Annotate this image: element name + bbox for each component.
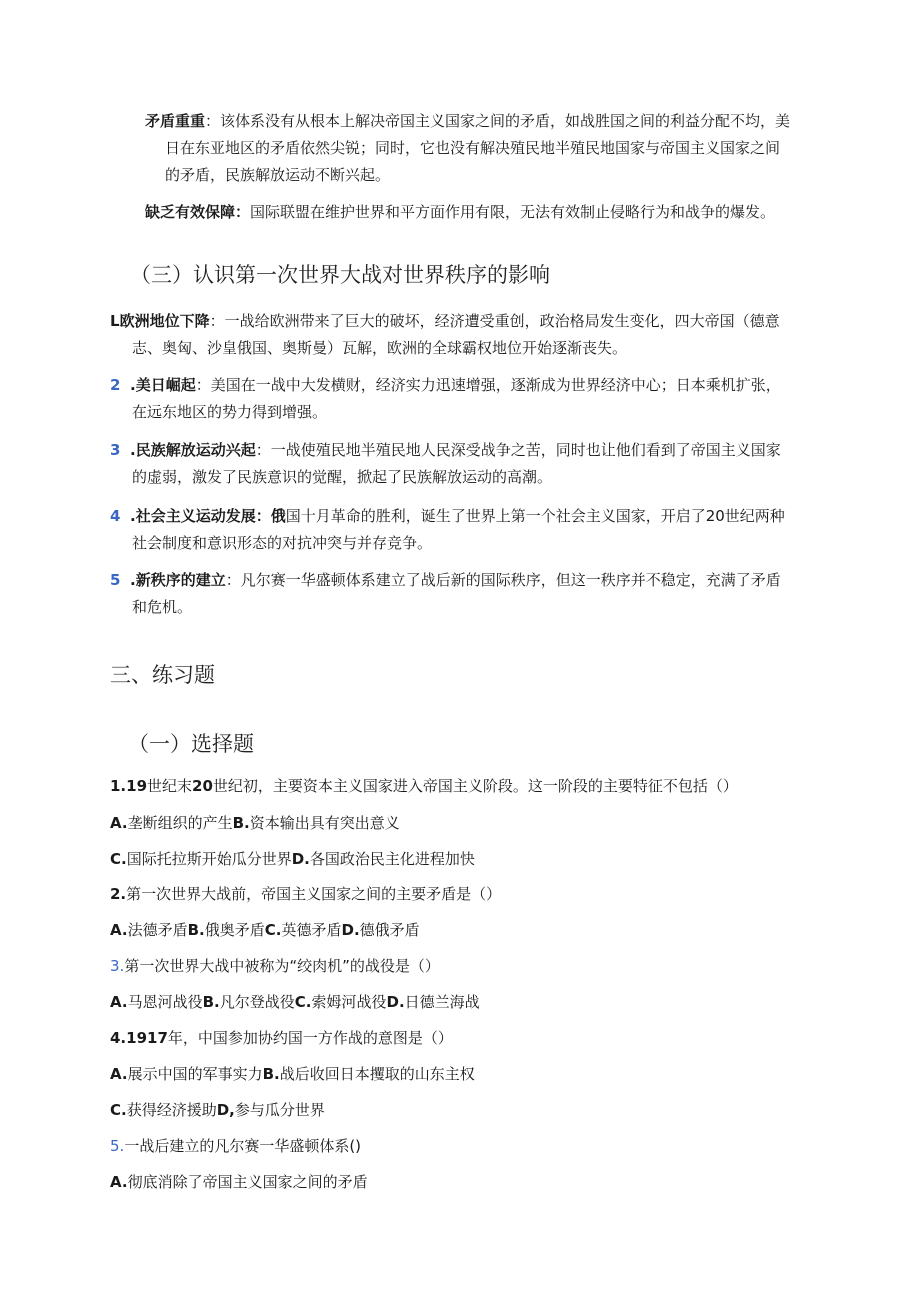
question-4-options-cd: C.获得经济援助D,参与瓜分世界 bbox=[110, 1101, 325, 1119]
impact-label-2: .美日崛起 bbox=[130, 376, 196, 394]
impact-label-4: .社会主义运动发展：俄 bbox=[130, 507, 286, 525]
practice-heading: 三、练习题 bbox=[110, 663, 215, 687]
question-1: 1.19世纪末20世纪初，主要资本主义国家进入帝国主义阶段。这一阶段的主要特征不包括（） bbox=[110, 777, 738, 795]
question-3: 3.第一次世界大战中被称为“绞肉机”的战役是（） bbox=[110, 957, 440, 975]
question-3-options: A.马恩河战役B.凡尔登战役C.索姆河战役D.日德兰海战 bbox=[110, 993, 480, 1011]
impact-item-4: 4 .社会主义运动发展：俄国十月革命的胜利，诞生了世界上第一个社会主义国家，开启了20世纪两种 社会制度和意识形态的对抗冲突与并存竞争。 bbox=[110, 507, 785, 552]
choice-heading: （一）选择题 bbox=[128, 732, 254, 756]
question-1-options-ab: A.垄断组织的产生B.资本输出具有突出意义 bbox=[110, 814, 400, 832]
impact-label-3: .民族解放运动兴起 bbox=[130, 441, 256, 459]
lack-guarantee-label: 缺乏有效保障： bbox=[145, 203, 251, 221]
contradictions-item: 矛盾重重：该体系没有从根本上解决帝国主义国家之间的矛盾，如战胜国之间的利益分配不均，美 日在东亚地区的矛盾依然尖锐；同时，它也没有解决殖民地半殖民地国家与帝国主义国家之间 的矛盾，民族解放运动不断兴起。 bbox=[145, 108, 825, 189]
impact-label-1: 欧洲地位下降 bbox=[119, 312, 210, 330]
question-5-option-a: A.彻底消除了帝国主义国家之间的矛盾 bbox=[110, 1173, 368, 1191]
contradictions-line1: 该体系没有从根本上解决帝国主义国家之间的矛盾，如战胜国之间的利益分配不均，美 bbox=[220, 112, 791, 130]
impact-item-2: 2 .美日崛起：美国在一战中大发横财，经济实力迅速增强，逐渐成为世界经济中心；日本乘机扩张， 在远东地区的势力得到增强。 bbox=[110, 376, 781, 421]
question-2-options: A.法德矛盾B.俄奥矛盾C.英德矛盾D.德俄矛盾 bbox=[110, 921, 420, 939]
question-4-options-ab: A.展示中国的军事实力B.战后收回日本攫取的山东主权 bbox=[110, 1065, 475, 1083]
impact-item-5: 5 .新秩序的建立：凡尔赛一华盛顿体系建立了战后新的国际秩序，但这一秩序并不稳定，充满了矛盾 和危机。 bbox=[110, 571, 781, 616]
impact-label-5: .新秩序的建立 bbox=[130, 571, 226, 589]
impact-item-3: 3 .民族解放运动兴起：一战使殖民地半殖民地人民深受战争之苦，同时也让他们看到了帝国主义国家 的虚弱，激发了民族意识的觉醒，掀起了民族解放运动的高潮。 bbox=[110, 441, 781, 486]
question-5: 5.一战后建立的凡尔赛一华盛顿体系() bbox=[110, 1137, 362, 1155]
contradictions-line2: 日在东亚地区的矛盾依然尖锐；同时，它也没有解决殖民地半殖民地国家与帝国主义国家之间 bbox=[165, 139, 781, 157]
lack-guarantee-item bbox=[145, 199, 825, 226]
lack-guarantee-text: 国际联盟在维护世界和平方面作用有限，无法有效制止侵略行为和战争的爆发。 bbox=[250, 203, 776, 221]
contradictions-line3: 的矛盾，民族解放运动不断兴起。 bbox=[165, 166, 391, 184]
section3-heading: （三）认识第一次世界大战对世界秩序的影响 bbox=[130, 263, 550, 287]
impact-item-1: L欧洲地位下降：一战给欧洲带来了巨大的破坏，经济遭受重创，政治格局发生变化，四大帝国（德意 志、奥匈、沙皇俄国、奥斯曼）瓦解，欧洲的全球霸权地位开始逐渐丧失。 bbox=[110, 312, 780, 357]
contradictions-label: 矛盾重重 bbox=[145, 112, 206, 130]
question-1-options-cd: C.国际托拉斯开始瓜分世界D.各国政治民主化进程加快 bbox=[110, 850, 475, 868]
question-4: 4.1917年，中国参加协约国一方作战的意图是（） bbox=[110, 1029, 453, 1047]
question-2: 2.第一次世界大战前，帝国主义国家之间的主要矛盾是（） bbox=[110, 885, 502, 903]
